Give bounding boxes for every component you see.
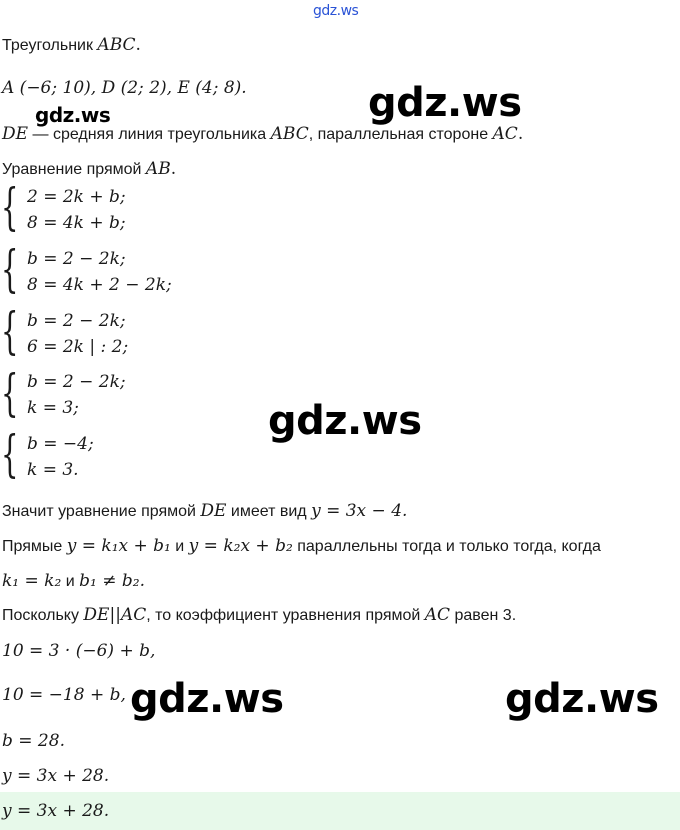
equation-step-1: 10 = 3 · (−6) + b, <box>2 641 156 661</box>
system-4-row-1: b = 2 − 2k; <box>27 372 126 392</box>
system-4-row-2: k = 3; <box>27 398 79 418</box>
watermark-top: gdz.ws <box>313 3 359 19</box>
parallel-condition-line-2: k₁ = k₂ и b₁ ≠ b₂. <box>2 571 145 591</box>
triangle-line: Треугольник ABC. <box>2 35 141 55</box>
final-answer: y = 3x + 28. <box>2 801 110 821</box>
ac-coefficient-line: Поскольку DE||AC, то коэффициент уравнения прямой AC равен 3. <box>2 605 517 625</box>
watermark-big-3: gdz.ws <box>130 676 284 722</box>
system-brace: { <box>1 240 19 298</box>
system-2-row-2: 8 = 4k + 2 − 2k; <box>27 275 172 295</box>
system-3-row-1: b = 2 − 2k; <box>27 311 126 331</box>
watermark-big-4: gdz.ws <box>505 676 659 722</box>
equation-step-2: 10 = −18 + b, <box>2 685 126 705</box>
midline-line: DE — средняя линия треугольника ABC, параллельная стороне AC. <box>2 124 524 144</box>
system-1-row-1: 2 = 2k + b; <box>27 187 126 207</box>
watermark-big-2: gdz.ws <box>268 398 422 444</box>
system-2-row-1: b = 2 − 2k; <box>27 249 126 269</box>
equation-ab-heading: Уравнение прямой AB. <box>2 159 177 179</box>
system-1-row-2: 8 = 4k + b; <box>27 213 126 233</box>
equation-step-3: b = 28. <box>2 731 65 751</box>
parallel-condition-line: Прямые y = k₁x + b₁ и y = k₂x + b₂ параллельны тогда и только тогда, когда <box>2 536 601 556</box>
equation-step-4: y = 3x + 28. <box>2 766 110 786</box>
system-5-row-1: b = −4; <box>27 434 94 454</box>
system-brace: { <box>1 302 19 360</box>
system-brace: { <box>1 364 19 422</box>
points-line: A (−6; 10), D (2; 2), E (4; 8). <box>2 78 247 98</box>
watermark-small: gdz.ws <box>35 103 111 127</box>
system-brace: { <box>1 178 19 236</box>
system-3-row-2: 6 = 2k | : 2; <box>27 337 129 357</box>
watermark-big-1: gdz.ws <box>368 80 522 126</box>
system-brace: { <box>1 425 19 483</box>
system-5-row-2: k = 3. <box>27 460 79 480</box>
de-equation-line: Значит уравнение прямой DE имеет вид y = 3x − 4. <box>2 501 408 521</box>
